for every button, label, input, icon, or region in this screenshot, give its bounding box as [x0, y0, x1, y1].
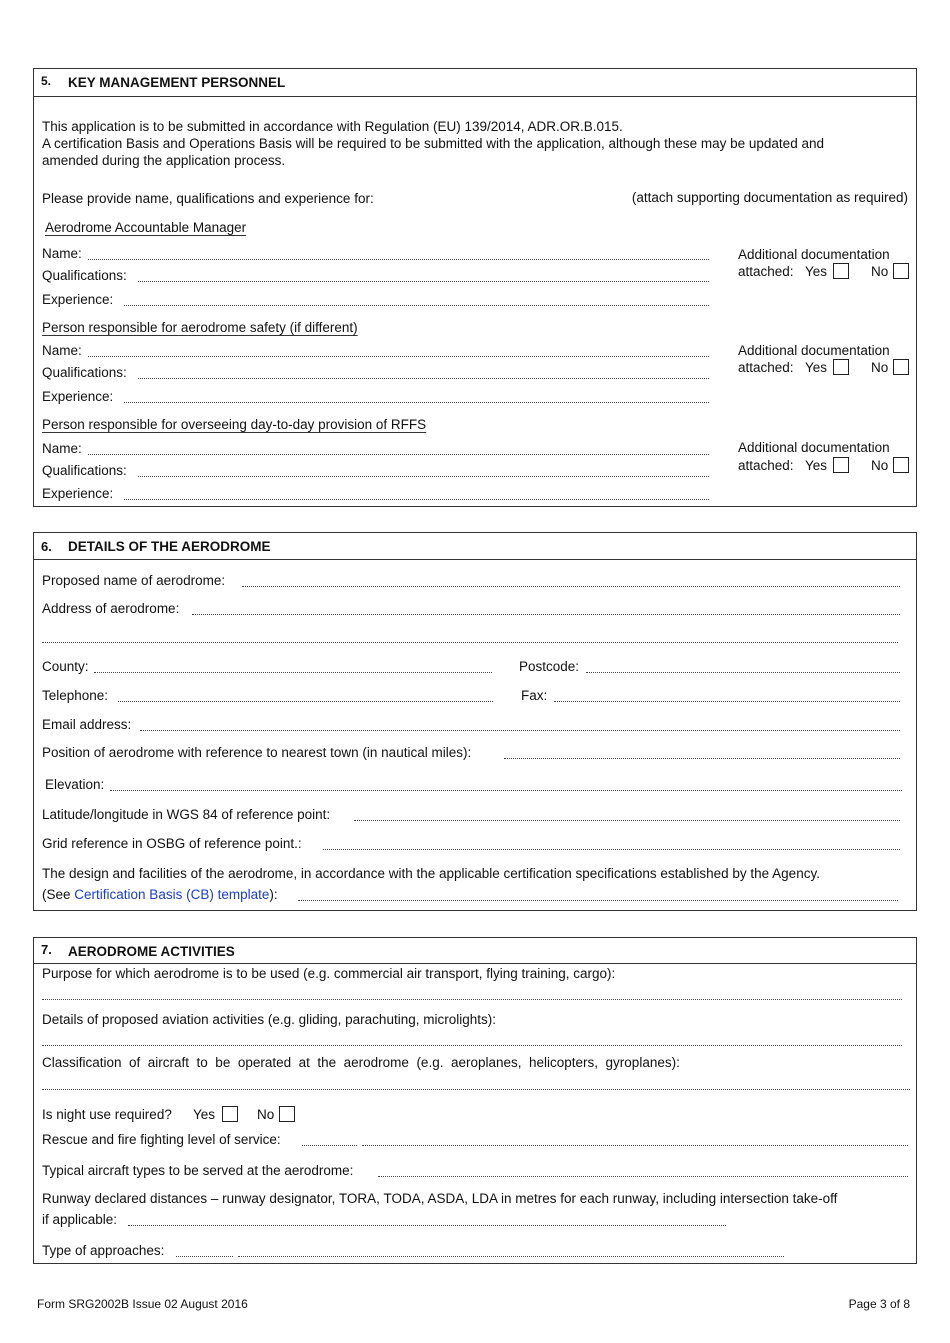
doc-no-checkbox[interactable]	[893, 263, 909, 279]
form-reference: Form SRG2002B Issue 02 August 2016	[37, 1297, 248, 1311]
position-label: Position of aerodrome with reference to nearest town (in nautical miles):	[42, 745, 472, 760]
night-no-label: No	[257, 1107, 275, 1122]
page-number: Page 3 of 8	[848, 1297, 910, 1311]
address-field[interactable]	[192, 614, 900, 615]
experience-field[interactable]	[124, 402, 709, 403]
purpose-field[interactable]	[42, 999, 902, 1000]
design-suffix: ):	[269, 887, 278, 902]
latlong-label: Latitude/longitude in WGS 84 of reference point:	[42, 807, 331, 822]
design-facilities-text: The design and facilities of the aerodrome, in accordance with the applicable certification specifications established by the Agency.	[42, 866, 820, 881]
classification-label: Classification of aircraft to be operated at the aerodrome (e.g. aeroplanes, helicopters, gyroplanes):	[42, 1055, 680, 1070]
night-use-label: Is night use required?	[42, 1107, 172, 1122]
activities-details-field[interactable]	[42, 1045, 902, 1046]
name-label: Name:	[42, 441, 82, 456]
telephone-label: Telephone:	[42, 688, 109, 703]
county-label: County:	[42, 659, 89, 674]
design-facilities-field[interactable]	[298, 900, 898, 901]
doc-no-checkbox[interactable]	[893, 457, 909, 473]
section-title: KEY MANAGEMENT PERSONNEL	[68, 75, 286, 90]
telephone-field[interactable]	[118, 701, 493, 702]
county-field[interactable]	[94, 672, 492, 673]
attached-label: attached:	[738, 458, 794, 473]
section-title: AERODROME ACTIVITIES	[68, 944, 235, 959]
qualifications-label: Qualifications:	[42, 463, 127, 478]
activities-details-label: Details of proposed aviation activities (e.g. gliding, parachuting, microlights):	[42, 1012, 496, 1027]
rescue-level-label: Rescue and fire fighting level of service:	[42, 1132, 281, 1147]
latlong-field[interactable]	[354, 820, 900, 821]
name-field[interactable]	[88, 454, 709, 455]
doc-no-checkbox[interactable]	[893, 359, 909, 375]
certification-basis-link[interactable]: Certification Basis (CB) template	[74, 887, 270, 902]
night-use-yes-checkbox[interactable]	[222, 1106, 238, 1122]
name-field[interactable]	[88, 259, 709, 260]
runway-distances-label: Runway declared distances – runway designator, TORA, TODA, ASDA, LDA in metres for each runway, including intersection take-off	[42, 1191, 838, 1206]
grid-reference-label: Grid reference in OSBG of reference point.:	[42, 836, 302, 851]
section-number: 7.	[41, 942, 52, 957]
doc-yes-checkbox[interactable]	[833, 359, 849, 375]
postcode-field[interactable]	[586, 672, 900, 673]
section-number: 6.	[41, 539, 52, 554]
purpose-label: Purpose for which aerodrome is to be used (e.g. commercial air transport, flying training, cargo):	[42, 966, 616, 981]
postcode-label: Postcode:	[519, 659, 580, 674]
intro-text-2: A certification Basis and Operations Basis will be required to be submitted with the application, although these may be updated and	[42, 136, 824, 151]
intro-text-3: amended during the application process.	[42, 153, 286, 168]
section-header	[34, 69, 916, 97]
attached-label: attached:	[738, 360, 794, 375]
fax-field[interactable]	[554, 701, 900, 702]
no-label: No	[871, 360, 889, 375]
email-field[interactable]	[140, 730, 900, 731]
approaches-label: Type of approaches:	[42, 1243, 165, 1258]
elevation-field[interactable]	[110, 790, 902, 791]
yes-label: Yes	[805, 458, 828, 473]
group-heading-rffs: Person responsible for overseeing day-to-day provision of RFFS	[42, 417, 427, 432]
attach-note: (attach supporting documentation as required)	[631, 190, 908, 205]
no-label: No	[871, 264, 889, 279]
additional-doc-label: Additional documentation	[738, 247, 890, 262]
no-label: No	[871, 458, 889, 473]
experience-label: Experience:	[42, 389, 114, 404]
yes-label: Yes	[805, 360, 828, 375]
section-header	[34, 533, 916, 560]
rescue-level-field-2[interactable]	[362, 1145, 908, 1146]
intro-text-1: This application is to be submitted in accordance with Regulation (EU) 139/2014, ADR.OR.B.015.	[42, 119, 623, 134]
experience-field[interactable]	[124, 499, 709, 500]
runway-distances-field[interactable]	[128, 1225, 726, 1226]
section-header	[34, 938, 916, 964]
experience-label: Experience:	[42, 486, 114, 501]
experience-field[interactable]	[124, 305, 709, 306]
qualifications-field[interactable]	[138, 281, 709, 282]
name-label: Name:	[42, 246, 82, 261]
group-heading-safety: Person responsible for aerodrome safety (if different)	[42, 320, 358, 335]
qualifications-label: Qualifications:	[42, 365, 127, 380]
additional-doc-label: Additional documentation	[738, 343, 890, 358]
attached-label: attached:	[738, 264, 794, 279]
runway-distances-label-2: if applicable:	[42, 1212, 118, 1227]
night-yes-label: Yes	[193, 1107, 216, 1122]
name-field[interactable]	[88, 356, 709, 357]
proposed-name-field[interactable]	[242, 586, 900, 587]
fax-label: Fax:	[521, 688, 548, 703]
additional-doc-label: Additional documentation	[738, 440, 890, 455]
elevation-label: Elevation:	[45, 777, 105, 792]
address-label: Address of aerodrome:	[42, 601, 180, 616]
night-use-no-checkbox[interactable]	[279, 1106, 295, 1122]
grid-reference-field[interactable]	[323, 849, 900, 850]
section-key-management-personnel	[33, 68, 917, 507]
classification-field[interactable]	[42, 1089, 910, 1090]
name-label: Name:	[42, 343, 82, 358]
approaches-field-2[interactable]	[238, 1256, 784, 1257]
rescue-level-field[interactable]	[302, 1145, 357, 1146]
typical-aircraft-field[interactable]	[378, 1176, 908, 1177]
experience-label: Experience:	[42, 292, 114, 307]
typical-aircraft-label: Typical aircraft types to be served at the aerodrome:	[42, 1163, 354, 1178]
qualifications-label: Qualifications:	[42, 268, 127, 283]
section-number: 5.	[41, 74, 52, 88]
approaches-field[interactable]	[176, 1256, 233, 1257]
qualifications-field[interactable]	[138, 476, 709, 477]
email-label: Email address:	[42, 717, 132, 732]
group-heading-accountable-manager: Aerodrome Accountable Manager	[45, 220, 247, 235]
address-field-line2[interactable]	[42, 642, 898, 643]
proposed-name-label: Proposed name of aerodrome:	[42, 573, 226, 588]
doc-yes-checkbox[interactable]	[833, 263, 849, 279]
design-prefix: (See	[42, 887, 75, 902]
position-field[interactable]	[504, 758, 900, 759]
section-details-of-aerodrome	[33, 532, 917, 911]
personnel-prompt: Please provide name, qualifications and experience for:	[42, 191, 374, 206]
section-aerodrome-activities	[33, 937, 917, 1264]
section-title: DETAILS OF THE AERODROME	[68, 539, 271, 554]
qualifications-field[interactable]	[138, 378, 709, 379]
doc-yes-checkbox[interactable]	[833, 457, 849, 473]
yes-label: Yes	[805, 264, 828, 279]
design-facilities-ref	[42, 887, 278, 903]
